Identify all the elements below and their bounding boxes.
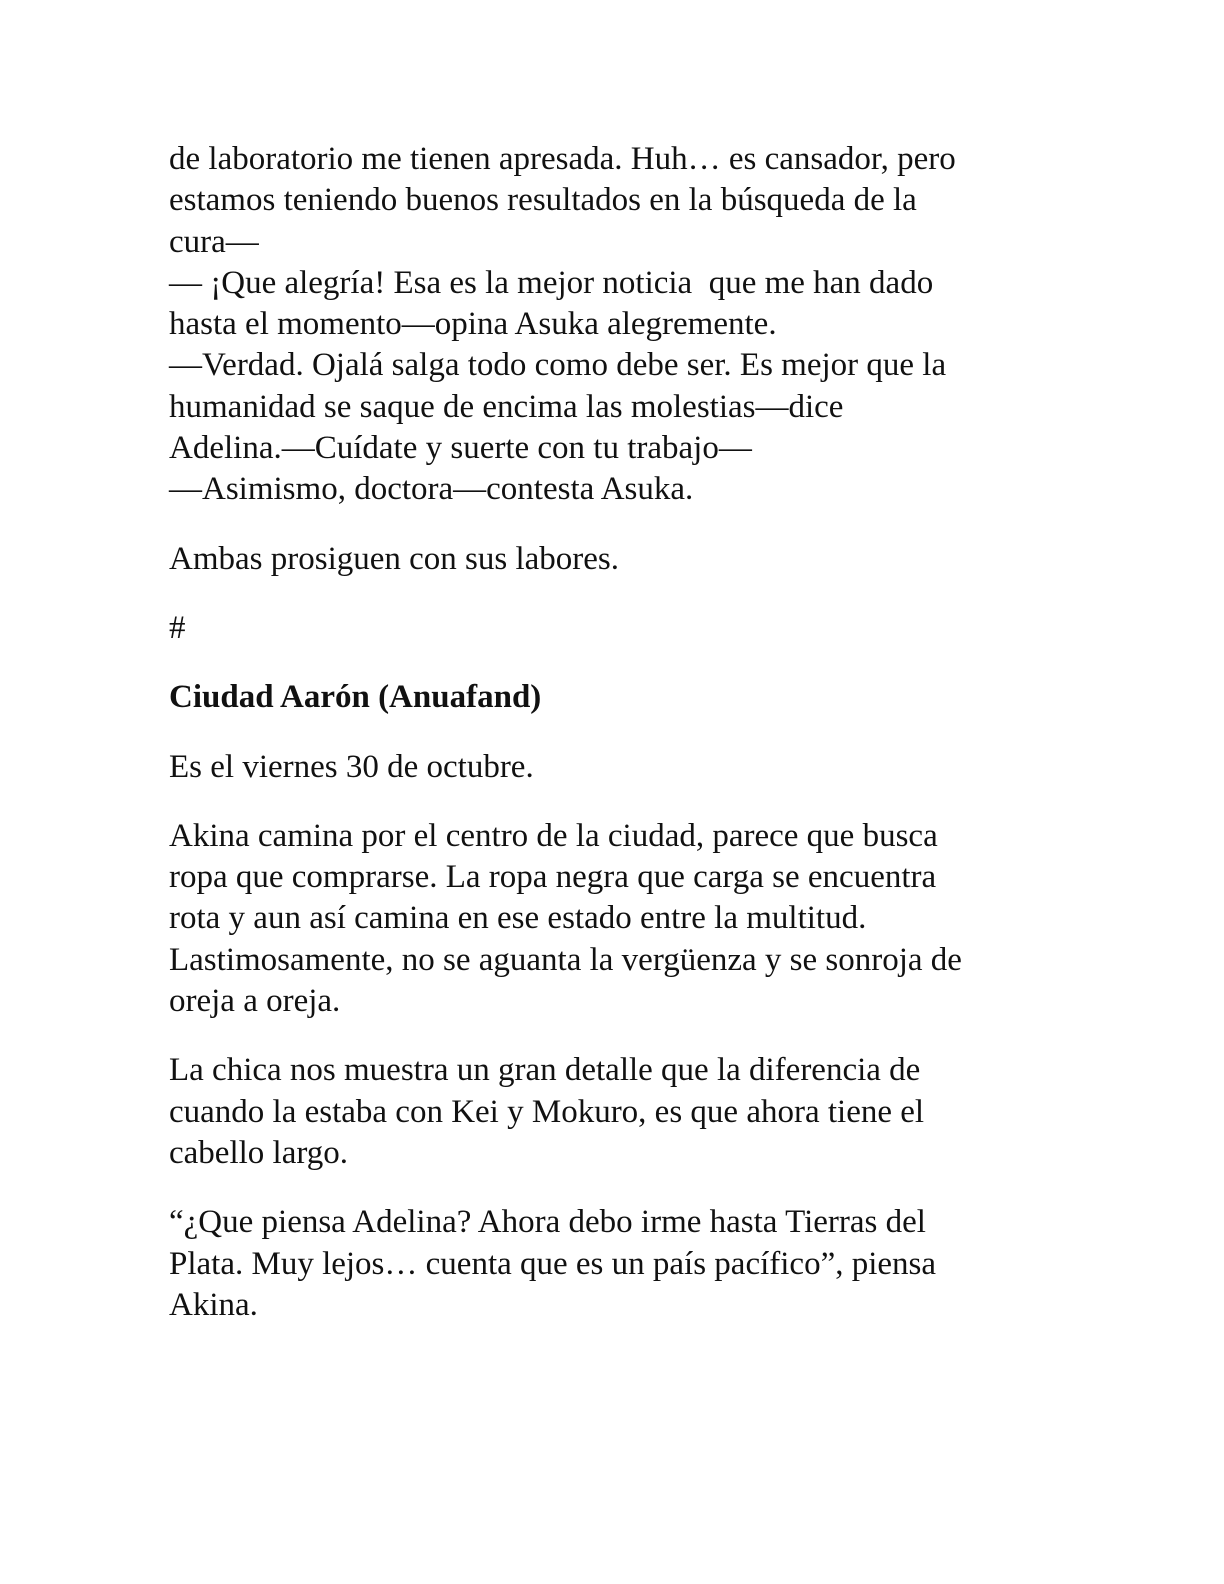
text-line: Es el viernes 30 de octubre. [169,748,534,785]
thought-paragraph [169,1202,1049,1326]
text-line: Akina camina por el centro de la ciudad, parece que busca [169,817,938,854]
text-line: humanidad se saque de encima las molestias—dice [169,388,844,425]
text-line: Akina. [169,1286,258,1323]
text-line: hasta el momento—opina Asuka alegremente. [169,306,777,343]
narration-paragraph [169,816,1049,1022]
text-line: cura— [169,223,259,260]
dialogue-paragraph [169,139,1049,511]
scene-break [169,608,1049,649]
text-line: Ambas prosiguen con sus labores. [169,540,620,577]
text-line: “¿Que piensa Adelina? Ahora debo irme hasta Tierras del [169,1204,926,1241]
text-line: ropa que comprarse. La ropa negra que carga se encuentra [169,859,937,896]
text-line: La chica nos muestra un gran detalle que la diferencia de [169,1052,921,1089]
date-paragraph [169,747,1049,788]
narration-paragraph [169,539,1049,580]
scene-break-mark: # [169,609,186,646]
text-line: Plata. Muy lejos… cuenta que es un país pacífico”, piensa [169,1245,937,1282]
text-line: Lastimosamente, no se aguanta la vergüenza y se sonroja de [169,941,962,978]
text-line: estamos teniendo buenos resultados en la búsqueda de la [169,182,917,219]
text-line: — ¡Que alegría! Esa es la mejor noticia que me han dado [169,264,934,301]
narration-paragraph [169,1050,1049,1174]
text-line: rota y aun así camina en ese estado entre la multitud. [169,900,867,937]
text-line: cuando la estaba con Kei y Mokuro, es que ahora tiene el [169,1093,925,1130]
text-line: de laboratorio me tienen apresada. Huh… es cansador, pero [169,141,956,177]
section-heading [169,677,1049,718]
heading-text: Ciudad Aarón (Anuafand) [169,679,542,716]
text-line: Adelina.—Cuídate y suerte con tu trabajo— [169,430,752,467]
text-line: —Asimismo, doctora—contesta Asuka. [169,471,694,508]
text-line: —Verdad. Ojalá salga todo como debe ser. Es mejor que la [169,347,947,384]
page-body [169,139,1049,1326]
text-line: cabello largo. [169,1134,348,1171]
text-line: oreja a oreja. [169,983,341,1020]
